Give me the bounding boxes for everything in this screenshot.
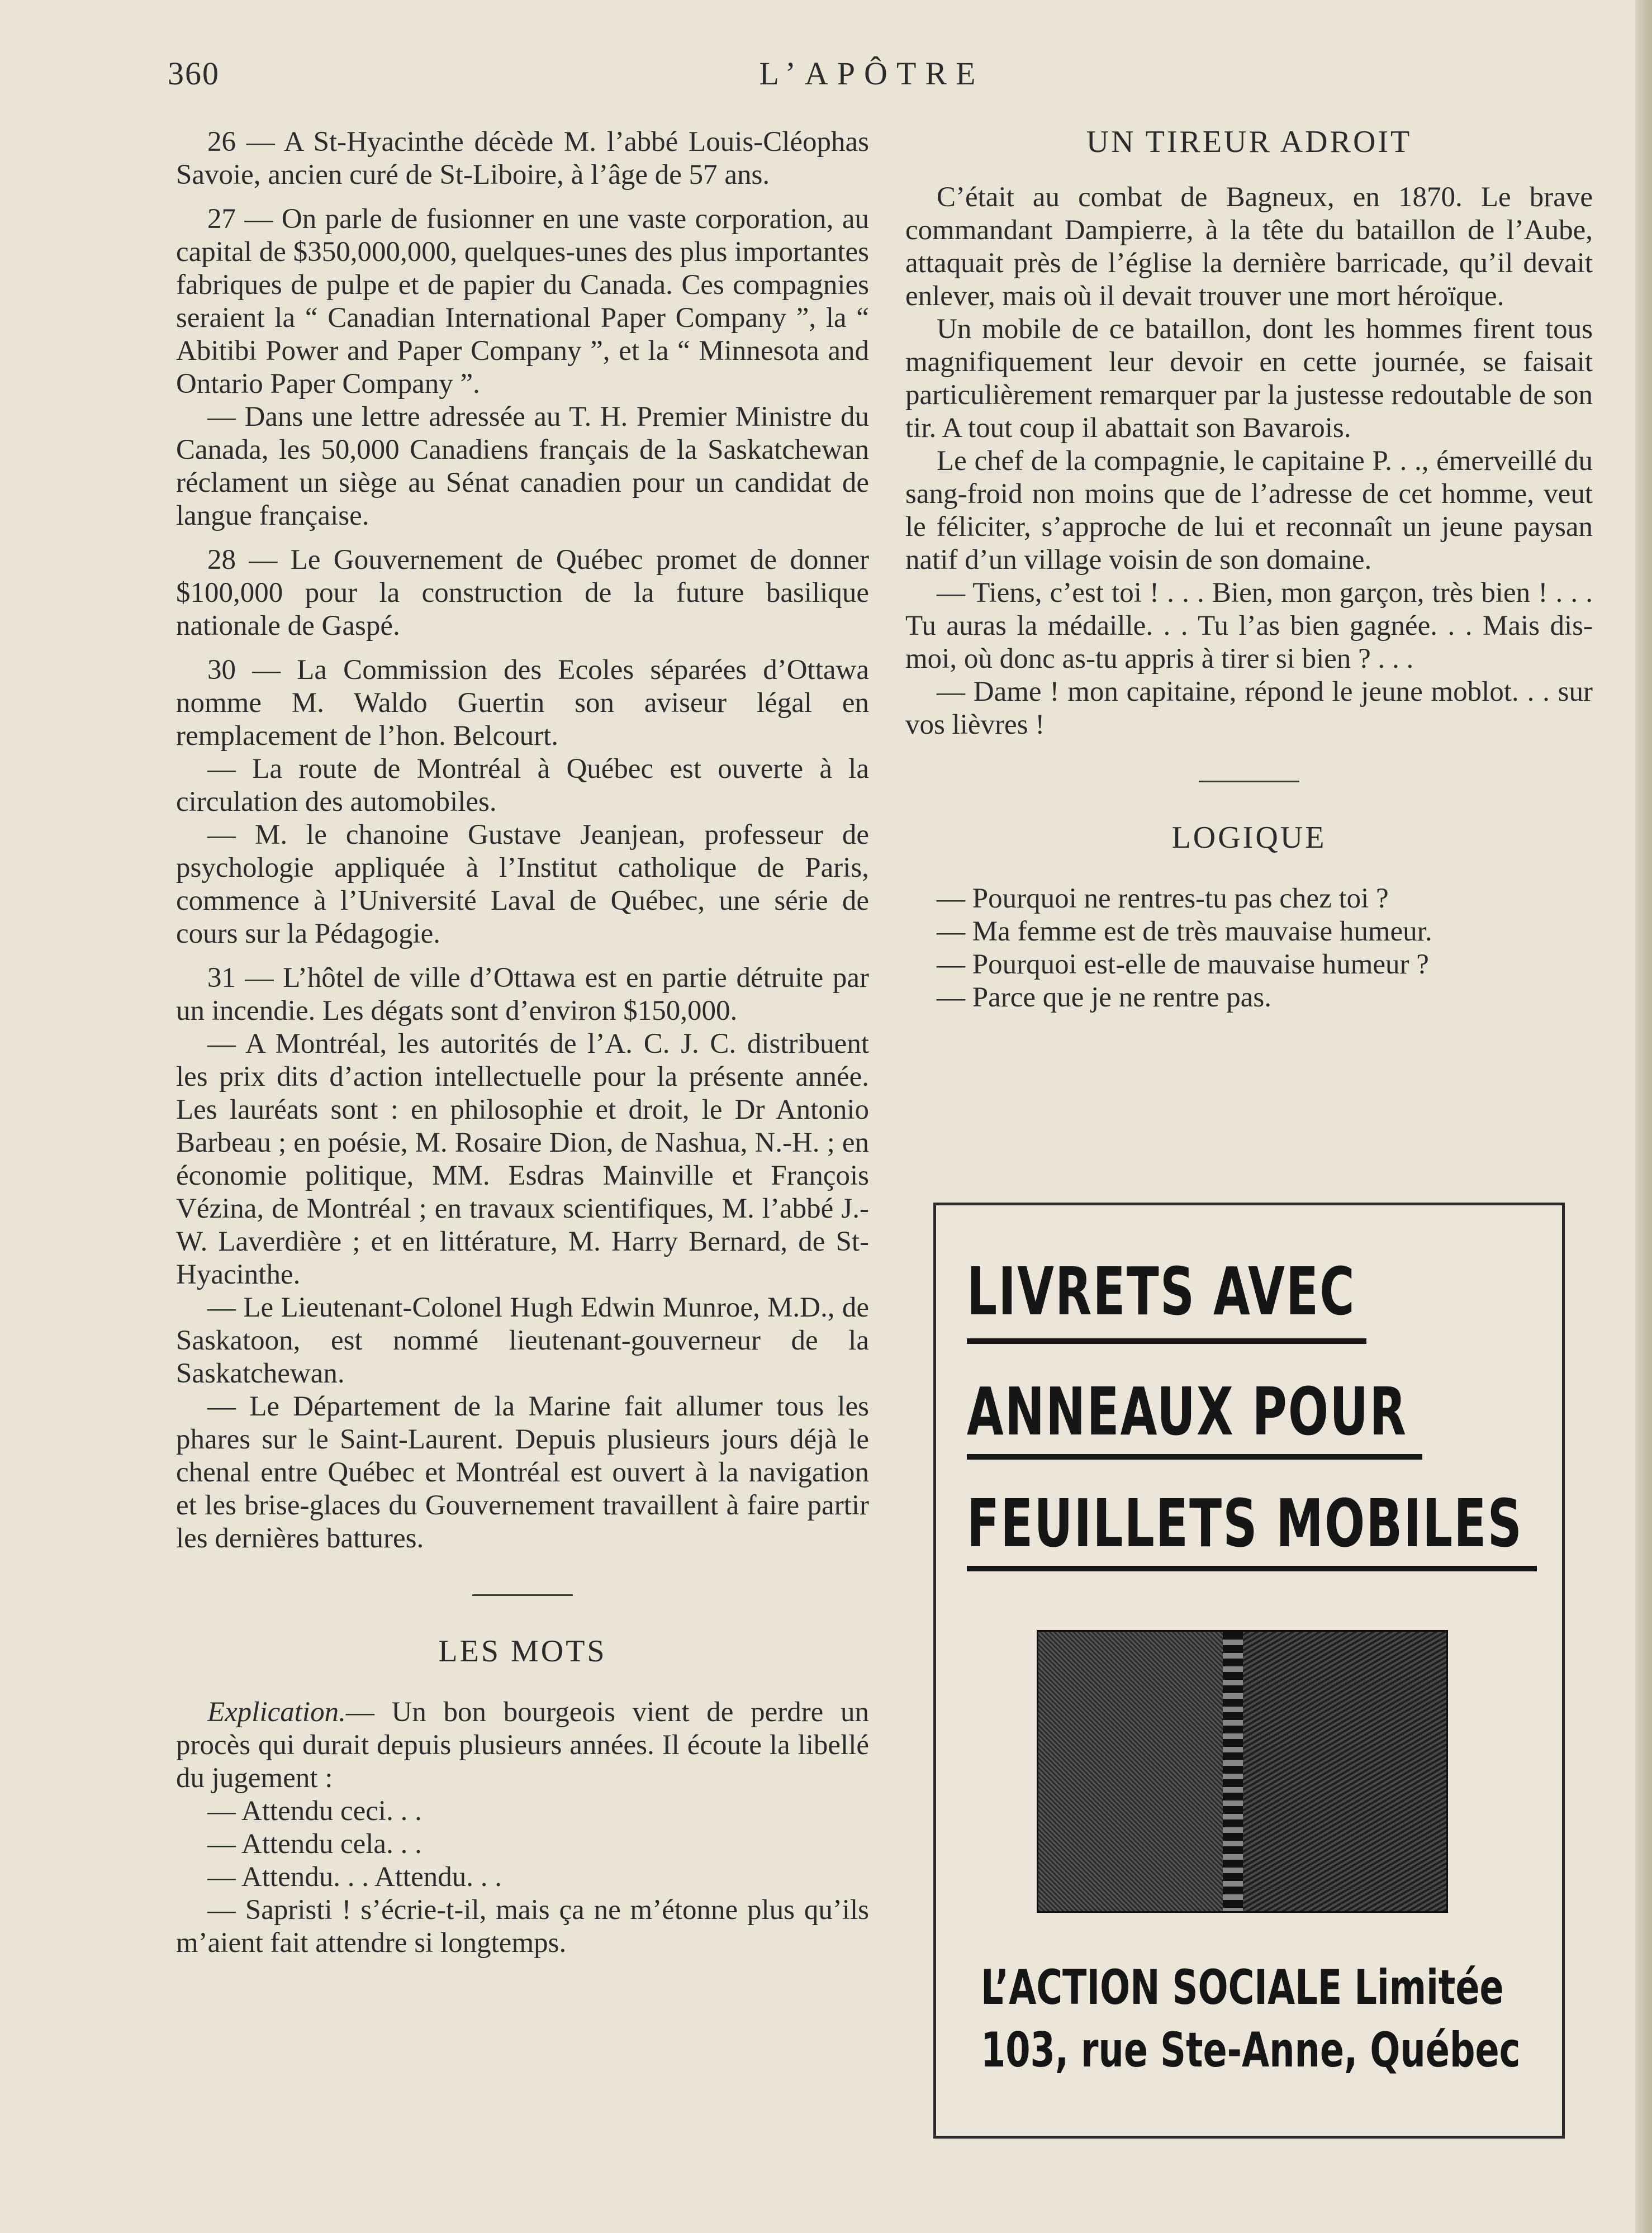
ad-company: L’ACTION SOCIALE Limitée (981, 1960, 1504, 2016)
news-item: — A Montréal, les autorités de l’A. C. J. C. distribuent les prix dits d’action intellectuelle pour la présente année. Les lauréats sont : en philosophie et droit, le Dr Antonio Barbeau ; en poésie, M. Rosaire Dion, de Nashua, N.-H. ; en économie politique, MM. Esdras Mainville et François Vézina, de Montréal ; en travaux scientifiques, M. l’abbé J.-W. Laverdière ; et en littérature, M. Harry Bernard, de St-Hyacinthe. (176, 1028, 869, 1290)
story-paragraph: Le chef de la compagnie, le capitaine P. . ., émerveillé du sang-froid non moins que de l’adresse de cet homme, veut le féliciter, s’approche de lui et reconnaît un jeune paysan natif d’un village voisin de son domaine. (905, 445, 1593, 576)
ad-rule (967, 1566, 1537, 1571)
news-item: — M. le chanoine Gustave Jeanjean, professeur de psychologie appliquée à l’Institut catholique de Paris, commence à l’Université Laval de Québec, une série de cours sur la Pédagogie. (176, 819, 869, 949)
news-item: 31 — L’hôtel de ville d’Ottawa est en partie détruite par un incendie. Les dégats sont d’environ $150,000. (176, 962, 869, 1027)
story-paragraph: C’était au combat de Bagneux, en 1870. Le brave commandant Dampierre, à la tête du bataillon de l’Aube, attaquait près de l’église la dernière barricade, qu’il devait enlever, mais où il devait trouver une mort héroïque. (905, 182, 1593, 312)
dialogue-line: — Ma femme est de très mauvaise humeur. (937, 916, 1432, 947)
page-header (168, 55, 1576, 99)
binder-cover (1243, 1632, 1446, 1911)
logique-body (905, 882, 1593, 1014)
dialogue-line: — Sapristi ! s’écrie-t-il, mais ça ne m’étonne plus qu’ils m’aient fait attendre si longtemps. (176, 1894, 869, 1959)
news-item: — Le Département de la Marine fait allumer tous les phares sur le Saint-Laurent. Depuis plusieurs jours déjà le chenal entre Québec et Montréal est ouvert à la navigation et les brise-glaces du Gouvernement travaillent à faire partir les dernières battures. (176, 1391, 869, 1554)
news-item: — Le Lieutenant-Colonel Hugh Edwin Munroe, M.D., de Saskatoon, est nommé lieutenant-gouverneur de la Saskatchewan. (176, 1292, 869, 1389)
dialogue-line: — Attendu cela. . . (207, 1828, 422, 1860)
news-item: 27 — On parle de fusionner en une vaste corporation, au capital de $350,000,000, quelques-unes des plus importantes fabriques de pulpe et de papier du Canada. Ces compagnies seraient la “ Canadian International Paper Company ”, la “ Abitibi Power and Paper Company ”, et la “ Minnesota and Ontario Paper Company ”. (176, 203, 869, 400)
story-paragraph: — Dame ! mon capitaine, répond le jeune moblot. . . sur vos lièvres ! (905, 676, 1593, 740)
story-paragraph: — Tiens, c’est toi ! . . . Bien, mon garçon, très bien ! . . . Tu auras la médaille. . . Tu l’as bien gagnée. . . Mais dis-moi, où donc as-tu appris à tirer si bien ? . . . (905, 577, 1593, 674)
left-column (176, 126, 869, 1960)
section-divider (472, 1594, 573, 1596)
dialogue-line: — Attendu. . . Attendu. . . (207, 1861, 502, 1893)
ad-headline-2: ANNEAUX POUR (967, 1373, 1408, 1450)
news-item: 26 — A St-Hyacinthe décède M. l’abbé Louis-Cléophas Savoie, ancien curé de St-Liboire, à l’âge de 57 ans. (176, 126, 869, 191)
news-item: 28 — Le Gouvernement de Québec promet de donner $100,000 pour la construction de la future basilique nationale de Gaspé. (176, 544, 869, 642)
ad-rule (967, 1454, 1422, 1460)
page-number: 360 (168, 55, 220, 92)
dialogue-line: — Attendu ceci. . . (207, 1795, 422, 1827)
dialogue-line: — Pourquoi est-elle de mauvaise humeur ? (937, 949, 1429, 980)
explication-text: — Un bon bourgeois vient de perdre un procès qui durait depuis plusieurs années. Il écoute la libellé du jugement : (176, 1697, 869, 1794)
news-item: 30 — La Commission des Ecoles séparées d’Ottawa nomme M. Waldo Guertin son aviseur légal en remplacement de l’hon. Belcourt. (176, 654, 869, 752)
ad-address: 103, rue Ste-Anne, Québec (981, 2022, 1521, 2078)
advertisement (933, 1203, 1565, 2139)
news-item: — La route de Montréal à Québec est ouverte à la circulation des automobiles. (176, 753, 869, 818)
les-mots-body (176, 1696, 869, 1960)
right-column (905, 126, 1593, 1014)
ad-rule (967, 1338, 1366, 1344)
logique-title: LOGIQUE (1171, 820, 1327, 855)
story-paragraph: Un mobile de ce bataillon, dont les hommes firent tous magnifiquement leur devoir en cette journée, se faisait particulièrement remarquer par la justesse redoutable de son tir. A tout coup il abattait son Bavarois. (905, 313, 1593, 444)
news-item: — Dans une lettre adressée au T. H. Premier Ministre du Canada, les 50,000 Canadiens français de la Saskatchewan réclament un siège au Sénat canadien pour un candidat de langue française. (176, 401, 869, 531)
ring-binder-image (1037, 1630, 1448, 1913)
dialogue-line: — Parce que je ne rentre pas. (937, 982, 1271, 1013)
section-divider (1199, 781, 1299, 782)
journal-title: L’APÔTRE (759, 55, 985, 92)
dialogue-line: — Pourquoi ne rentres-tu pas chez toi ? (937, 883, 1389, 914)
page-edge (1635, 0, 1652, 2233)
binder-rings (1223, 1632, 1243, 1911)
tireur-title: UN TIREUR ADROIT (1086, 125, 1412, 159)
ad-headline-3: FEUILLETS MOBILES (967, 1485, 1523, 1562)
les-mots-title: LES MOTS (438, 1634, 607, 1669)
ad-headline-1: LIVRETS AVEC (967, 1253, 1356, 1330)
explication-label: Explication. (207, 1697, 346, 1728)
